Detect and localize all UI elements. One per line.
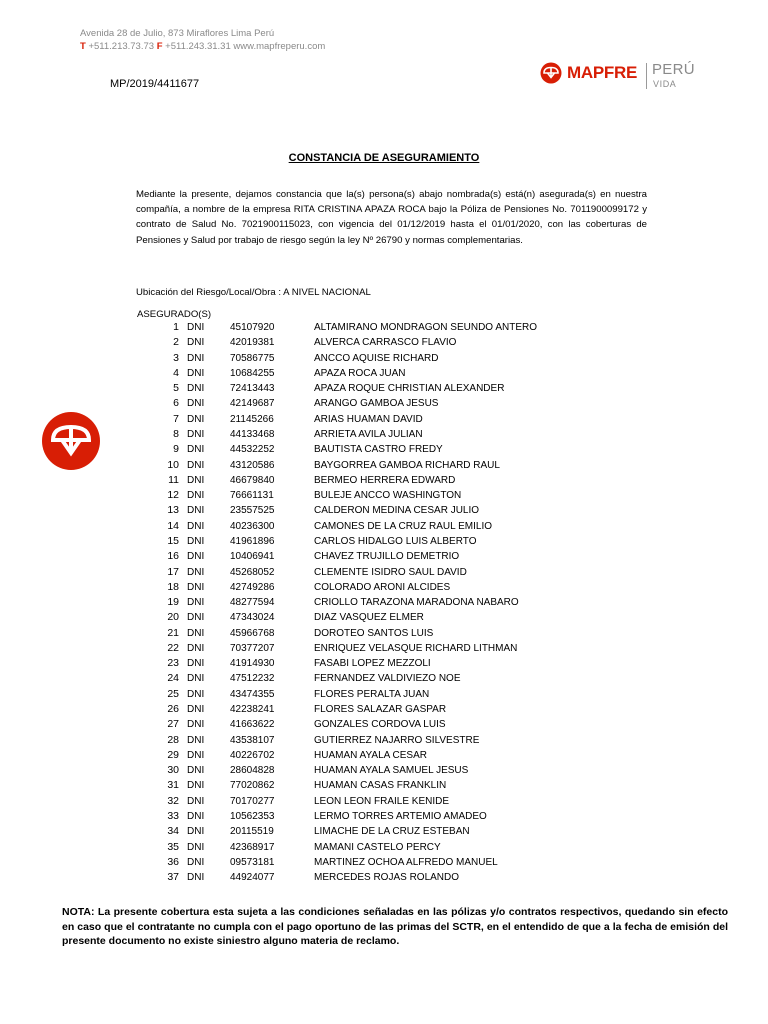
insured-doc-number: 10684255: [230, 367, 275, 379]
insured-name: LEON LEON FRAILE KENIDE: [314, 795, 450, 807]
insured-doc-number: 45107920: [230, 322, 275, 333]
insured-doc-type: DNI: [187, 642, 205, 654]
fax-number: +511.243.31.31: [165, 41, 231, 52]
mapfre-emblem-icon: [540, 62, 562, 84]
insured-number: 28: [167, 733, 179, 746]
insured-number: 13: [167, 504, 179, 517]
insured-doc-type: DNI: [187, 749, 205, 761]
insured-number: 6: [173, 397, 179, 410]
insured-number: 36: [167, 855, 179, 868]
insured-number: 21: [167, 626, 179, 639]
insured-doc-number: 44133468: [230, 428, 275, 440]
insured-number: 15: [167, 534, 179, 547]
insured-name: BAYGORREA GAMBOA RICHARD RAUL: [314, 459, 500, 471]
insured-name: HUAMAN AYALA CESAR: [314, 749, 427, 761]
insured-number: 9: [173, 443, 179, 456]
insured-name: LERMO TORRES ARTEMIO AMADEO: [314, 811, 487, 822]
insured-number: 18: [167, 580, 179, 593]
insured-doc-type: DNI: [187, 337, 205, 349]
insured-doc-type: DNI: [187, 566, 205, 578]
insured-number: 23: [167, 657, 179, 670]
insured-name: HUAMAN CASAS FRANKLIN: [314, 780, 447, 792]
insured-name: MERCEDES ROJAS ROLANDO: [314, 872, 460, 884]
header-address-block: [80, 27, 325, 53]
insured-doc-type: DNI: [187, 826, 205, 838]
insured-doc-type: DNI: [187, 597, 205, 609]
fax-label: F: [156, 41, 163, 52]
insured-doc-number: 28604828: [230, 765, 275, 777]
insured-number: 37: [167, 871, 179, 884]
insured-doc-type: DNI: [187, 444, 205, 456]
insured-name: GUTIERREZ NAJARRO SILVESTRE: [314, 734, 480, 746]
insured-name: CLEMENTE ISIDRO SAUL DAVID: [314, 566, 467, 578]
insured-name: ALVERCA CARRASCO FLAVIO: [314, 337, 457, 349]
insured-name: MARTINEZ OCHOA ALFREDO MANUEL: [314, 856, 498, 868]
insured-doc-type: DNI: [187, 413, 205, 425]
insured-name: MAMANI CASTELO PERCY: [314, 841, 441, 853]
insured-doc-type: DNI: [187, 795, 205, 807]
insured-doc-type: DNI: [187, 765, 205, 777]
insured-doc-type: DNI: [187, 704, 205, 716]
insured-name: DIAZ VASQUEZ ELMER: [314, 612, 424, 624]
insured-name: LIMACHE DE LA CRUZ ESTEBAN: [314, 826, 470, 838]
insured-doc-number: 21145266: [230, 413, 274, 425]
insured-number: 32: [167, 794, 179, 807]
insured-doc-type: DNI: [187, 352, 205, 364]
insured-name: GONZALES CORDOVA LUIS: [314, 719, 446, 731]
insured-doc-type: DNI: [187, 367, 205, 379]
insured-doc-number: 46679840: [230, 474, 275, 486]
insured-doc-number: 70586775: [230, 352, 275, 364]
logo-subtitle: VIDA: [653, 79, 677, 89]
insured-name: CHAVEZ TRUJILLO DEMETRIO: [314, 551, 460, 563]
insured-number: 24: [167, 672, 179, 685]
insured-name: FASABI LOPEZ MEZZOLI: [314, 658, 431, 670]
insured-name: FLORES PERALTA JUAN: [314, 688, 430, 700]
insured-number: 17: [167, 565, 179, 578]
insured-doc-number: 41663622: [230, 719, 275, 731]
insured-doc-type: DNI: [187, 811, 205, 822]
insured-number: 29: [167, 748, 179, 761]
insured-number: 14: [167, 519, 179, 532]
insured-doc-number: 47512232: [230, 673, 275, 685]
insured-doc-type: DNI: [187, 841, 205, 853]
website-link[interactable]: www.mapfreperu.com: [233, 41, 326, 52]
insured-name: BERMEO HERRERA EDWARD: [314, 474, 456, 486]
insured-heading: ASEGURADO(S): [137, 309, 212, 320]
insured-name: ENRIQUEZ VELASQUE RICHARD LITHMAN: [314, 642, 518, 654]
insured-name: DOROTEO SANTOS LUIS: [314, 627, 434, 639]
insured-name: APAZA ROCA JUAN: [314, 367, 406, 379]
insured-name: CALDERON MEDINA CESAR JULIO: [314, 505, 480, 517]
insured-number: 1: [173, 321, 179, 333]
insured-doc-type: DNI: [187, 459, 205, 471]
insured-doc-type: DNI: [187, 490, 205, 502]
insured-doc-number: 70170277: [230, 795, 275, 807]
company-address: Avenida 28 de Julio, 873 Miraflores Lima Perú: [80, 28, 275, 39]
insured-doc-number: 10406941: [230, 551, 275, 563]
insured-doc-number: 43538107: [230, 734, 275, 746]
insured-doc-type: DNI: [187, 872, 205, 884]
insured-number: 30: [167, 764, 179, 777]
insured-number: 19: [167, 596, 179, 609]
insured-number: 10: [167, 458, 179, 471]
insured-doc-type: DNI: [187, 551, 205, 563]
insured-doc-number: 20115519: [230, 826, 274, 838]
insured-doc-type: DNI: [187, 719, 205, 731]
insured-name: ARRIETA AVILA JULIAN: [314, 428, 423, 440]
insured-doc-number: 42238241: [230, 704, 275, 716]
insured-doc-type: DNI: [187, 673, 205, 685]
insured-number: 5: [173, 382, 179, 395]
insured-name: BAUTISTA CASTRO FREDY: [314, 444, 443, 456]
insured-doc-number: 40226702: [230, 749, 275, 761]
insured-number: 34: [167, 825, 179, 838]
insured-doc-type: DNI: [187, 398, 205, 410]
insured-number: 27: [167, 718, 179, 731]
coverage-note: NOTA: La presente cobertura esta sujeta a las condiciones señaladas en las pólizas y/o contratos respectivos, quedando sin efecto en caso que el contratante no cumpla con el pago oportuno de las primas del SCTR, en el entendido de que a la fecha de emisión del presente documento no existe siniestro alguno materia de reclamo.: [62, 906, 728, 948]
insured-doc-type: DNI: [187, 780, 205, 792]
insured-doc-type: DNI: [187, 612, 205, 624]
insured-name: ANCCO AQUISE RICHARD: [314, 352, 439, 364]
insured-doc-number: 45268052: [230, 566, 275, 578]
insured-number: 3: [173, 351, 179, 364]
insured-name: ALTAMIRANO MONDRAGON SEUNDO ANTERO: [314, 322, 537, 333]
insured-name: FERNANDEZ VALDIVIEZO NOE: [314, 673, 461, 685]
document-title: CONSTANCIA DE ASEGURAMIENTO: [288, 152, 480, 164]
insured-number: 12: [167, 489, 179, 502]
insured-doc-number: 44924077: [230, 872, 275, 884]
insured-doc-number: 76661131: [230, 490, 274, 502]
insured-number: 31: [167, 779, 179, 792]
mapfre-side-emblem-icon: [42, 412, 100, 470]
insured-number: 26: [167, 703, 179, 716]
insured-doc-number: 77020862: [230, 780, 275, 792]
insured-name: ARIAS HUAMAN DAVID: [314, 413, 423, 425]
insured-doc-type: DNI: [187, 520, 205, 532]
insured-doc-type: DNI: [187, 505, 205, 517]
insured-doc-type: DNI: [187, 658, 205, 670]
logo-brand: MAPFRE: [567, 63, 637, 82]
insured-name: FLORES SALAZAR GASPAR: [314, 704, 447, 716]
insured-name: HUAMAN AYALA SAMUEL JESUS: [314, 765, 469, 777]
insured-number: 16: [167, 550, 179, 563]
document-reference: MP/2019/4411677: [110, 78, 200, 90]
insured-name: CRIOLLO TARAZONA MARADONA NABARO: [314, 597, 519, 609]
insured-number: 11: [168, 473, 179, 486]
insured-name: CAMONES DE LA CRUZ RAUL EMILIO: [314, 520, 492, 532]
insured-doc-number: 44532252: [230, 444, 275, 456]
insured-doc-type: DNI: [187, 322, 205, 333]
insured-doc-type: DNI: [187, 581, 205, 593]
insured-name: BULEJE ANCCO WASHINGTON: [314, 490, 462, 502]
insured-doc-type: DNI: [187, 474, 205, 486]
insured-number: 22: [167, 641, 179, 654]
insured-doc-type: DNI: [187, 627, 205, 639]
insured-doc-number: 10562353: [230, 811, 275, 822]
phone-number: +511.213.73.73: [88, 41, 155, 52]
insured-name: ARANGO GAMBOA JESUS: [314, 398, 439, 410]
insured-doc-number: 41961896: [230, 535, 275, 547]
insured-name: APAZA ROQUE CHRISTIAN ALEXANDER: [314, 383, 505, 395]
insured-doc-number: 45966768: [230, 627, 275, 639]
insured-doc-number: 48277594: [230, 597, 275, 609]
insured-doc-number: 43474355: [230, 688, 275, 700]
insured-doc-type: DNI: [187, 856, 205, 868]
phone-label: T: [80, 41, 86, 52]
mapfre-logo: [540, 60, 695, 92]
insured-number: 2: [173, 336, 179, 349]
insured-doc-number: 40236300: [230, 520, 275, 532]
insured-doc-type: DNI: [187, 428, 205, 440]
insured-doc-number: 09573181: [230, 856, 275, 868]
insured-doc-number: 72413443: [230, 383, 275, 395]
insured-number: 8: [173, 427, 179, 440]
intro-paragraph: Mediante la presente, dejamos constancia que la(s) persona(s) abajo nombrada(s) está(n) asegurada(s) en nuestra compañía, a nombre de la empresa RITA CRISTINA APAZA ROCA bajo la Póliza de Pensiones No. 7011900099172 y contrato de Salud No. 7021900115023, con vigencia del 01/12/2019 hasta el 01/01/2020, con las coberturas de Pensiones y Salud por trabajo de riesgo según la ley Nº 26790 y normas complementarias.: [136, 189, 647, 246]
insured-name: COLORADO ARONI ALCIDES: [314, 581, 451, 593]
insured-doc-number: 42019381: [230, 337, 275, 349]
insured-number: 7: [173, 412, 179, 425]
insured-doc-number: 42368917: [230, 841, 275, 853]
insured-doc-number: 42149687: [230, 398, 275, 410]
insured-doc-type: DNI: [187, 535, 205, 547]
risk-location: Ubicación del Riesgo/Local/Obra : A NIVEL NACIONAL: [136, 287, 371, 298]
insured-doc-type: DNI: [187, 688, 205, 700]
insured-name: CARLOS HIDALGO LUIS ALBERTO: [314, 535, 477, 547]
company-contacts: [80, 40, 325, 53]
insured-number: 20: [167, 611, 179, 624]
insured-doc-number: 42749286: [230, 581, 275, 593]
insured-doc-type: DNI: [187, 383, 205, 395]
insured-number: 25: [167, 687, 179, 700]
insured-number: 4: [173, 366, 179, 379]
insured-doc-number: 41914930: [230, 658, 275, 670]
insured-number: 35: [167, 840, 179, 853]
logo-divider: [646, 63, 647, 89]
logo-country: PERÚ: [652, 61, 695, 78]
insured-doc-number: 70377207: [230, 642, 275, 654]
insured-doc-number: 43120586: [230, 459, 275, 471]
insured-doc-number: 47343024: [230, 612, 275, 624]
insured-doc-type: DNI: [187, 734, 205, 746]
insured-number: 33: [167, 810, 179, 822]
insured-doc-number: 23557525: [230, 505, 275, 517]
